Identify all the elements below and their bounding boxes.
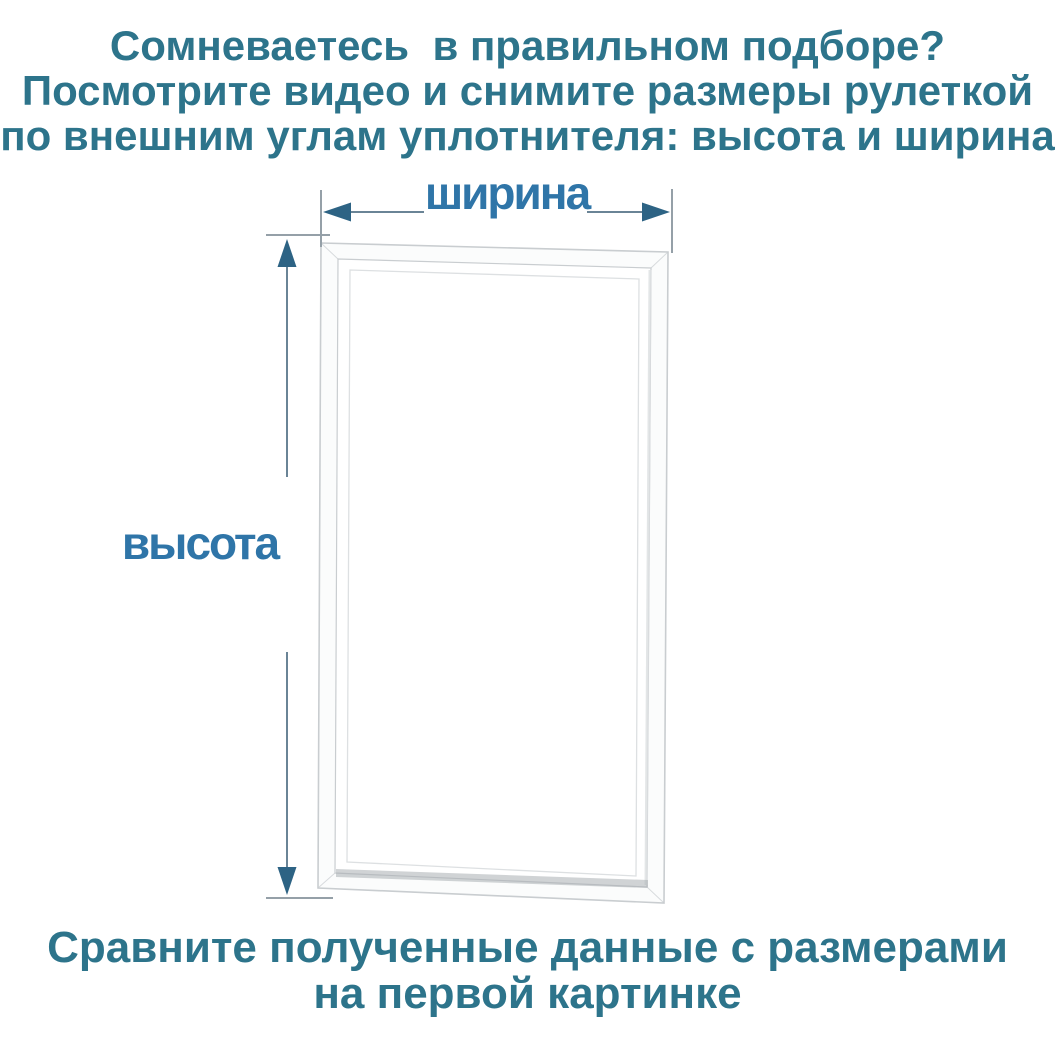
height-arrow-down-icon (278, 867, 297, 895)
footer-line-1: Сравните полученные данные с размерами (47, 923, 1008, 972)
heading-line-3: по внешним углам уплотнителя: высота и ширина (0, 112, 1055, 159)
width-dimension-label: ширина (424, 167, 590, 219)
height-arrow-up-icon (278, 239, 297, 267)
gasket-band (318, 243, 668, 903)
gasket-lip-edge (347, 270, 639, 876)
footer-instruction (0, 925, 1055, 1017)
gasket-outer-edge (318, 243, 668, 903)
gasket-inner-edge (335, 259, 651, 887)
heading-line-1: Сомневаетесь в правильном подборе? (109, 22, 946, 69)
width-arrow-right-icon (642, 203, 670, 222)
footer-line-2: на первой картинке (313, 969, 742, 1018)
width-arrow-left-icon (323, 203, 351, 222)
height-dimension-label: высота (121, 517, 279, 569)
gasket-outline (318, 243, 668, 903)
heading-line-2: Посмотрите видео и снимите размеры рулеткой (21, 67, 1034, 114)
